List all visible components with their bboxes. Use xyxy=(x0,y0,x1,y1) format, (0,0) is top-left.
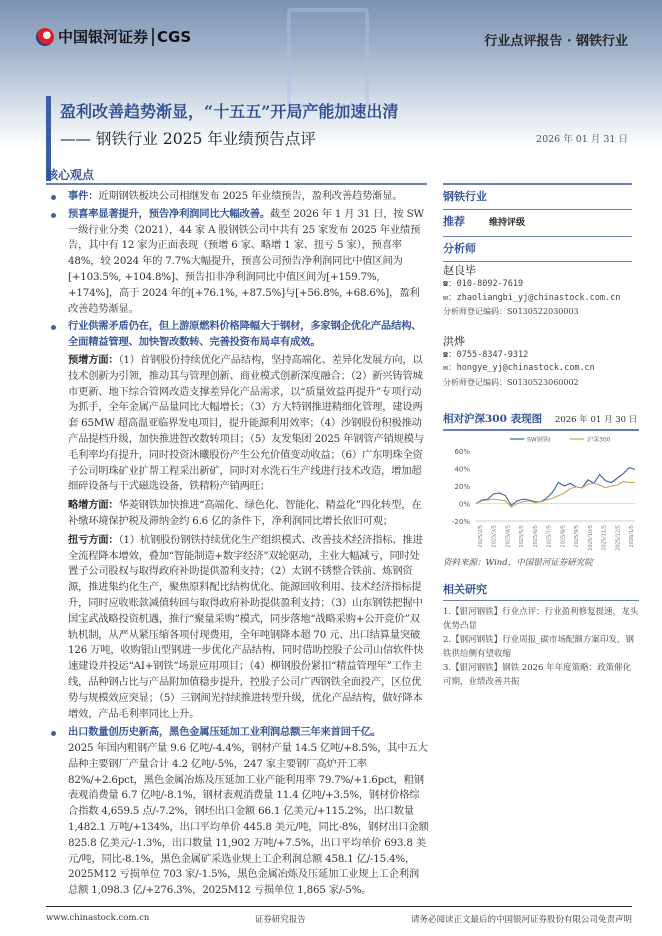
analyst-name: 洪烨 xyxy=(443,334,465,348)
x-tick-label: 2025/3/5 xyxy=(491,524,498,547)
y-tick-label: 0% xyxy=(458,500,470,508)
sub-increase xyxy=(46,353,429,495)
y-tick-label: 20% xyxy=(454,482,470,491)
x-tick-label: 2025/10/5 xyxy=(587,524,594,551)
legend-label: 沪深300 xyxy=(587,436,611,443)
divider xyxy=(46,183,427,185)
sub-text: （1）首钢股份持续优化产品结构，坚持高端化、差异化发展方向，以技术创新为引领，推动其与管理创新、商业模式创新深度融合；（2）新兴铸管城市更新、地下综合管网改造支撑差异化产品需求，以“质量效益再提升”专项行动为抓手，全年金属产品量同比大幅增长；（3）方大特钢推进精细化管理，建设两套 65MW 超高温亚临界发电项目，提升能源利用效率；（4）沙钢股份积极推动产品提档升级，加快推进智改数转项目；（5）友发集团 2025 年钢管产销规模与毛利率均有提升，同时投资沐曦股份产生公允价值变动收益；（6）广东明珠全资子公司明珠矿业扩帮工程采出新矿，同时对水洗石生产线进行技术改造，增加超细碎设备与干式磁选设备，铁精粉产销两旺； xyxy=(68,353,424,493)
bullet-text: 截至 2026 年 1 月 31 日，按 SW 一级行业分类（2021），44 家 A 股钢铁公司中共有 25 家发布 2025 年业绩预告，其中有 12 家为正面表现（预增 6 家、略增 1 家、扭亏 5 家），预喜率 48%，较 2024 年的 7.7%大幅提升，预喜公司预告净利润同比中值区间为[+103.5%, +104.8%]、预告扣非净利润同比中值区间为[+159.7%, +174%]，高于 2024 年的[+76.1%, +87.5%]与[+56.8%, +68.6%]，盈利改善趋势渐显。 xyxy=(68,207,424,315)
analyst-phone: ：0755-8347-9312 xyxy=(448,349,529,360)
chart-date: 2026 年 01 月 30 日 xyxy=(554,415,638,425)
sub-slight-increase xyxy=(46,498,429,530)
y-tick-label: -20% xyxy=(451,517,470,526)
x-tick-label: 2025/6/5 xyxy=(532,524,539,547)
x-tick-label: 2025/5/5 xyxy=(519,524,526,547)
section-heading: 核心观点 xyxy=(46,168,95,182)
performance-chart xyxy=(440,433,640,555)
x-tick-label: 2025/2/5 xyxy=(478,524,484,547)
bullet-forecast xyxy=(46,207,429,318)
sidebar xyxy=(443,183,648,689)
phone-icon: ☎ xyxy=(443,349,449,360)
bullet-label: 预喜率显著提升，预告净利润同比大幅改善。 xyxy=(68,207,270,220)
bullet-supply-demand xyxy=(46,319,429,351)
bullet-text: 近期钢铁板块公司相继发布 2025 年业绩预告，盈利改善趋势渐显。 xyxy=(98,190,403,202)
bullet-label: 事件： xyxy=(68,190,99,202)
divider xyxy=(443,600,639,602)
report-subtitle: —— 钢铁行业 2025 年业绩预告点评 xyxy=(60,130,316,148)
report-date: 2026 年 01 月 31 日 xyxy=(536,134,628,145)
x-tick-label: 2025/9/5 xyxy=(574,524,581,547)
logo-text: 中国银河证券 xyxy=(58,28,149,46)
chart-source: 资料来源：Wind，中国银河证券研究院 xyxy=(443,557,593,568)
sub-turnaround xyxy=(46,533,429,723)
research-item[interactable]: 2.【钢河钢铁】行业周报_碳市场配额方案印发，钢铁供给侧有望收缩 xyxy=(443,635,634,659)
rating-value: 维持评级 xyxy=(489,218,526,228)
analyst-name: 赵良毕 xyxy=(443,264,476,277)
analyst-email[interactable]: ：zhaoliangbi_yj@chinastock.com.cn xyxy=(448,292,621,303)
analyst-reg: 分析师登记编码：S0130523060002 xyxy=(443,377,579,387)
analyst-heading: 分析师 xyxy=(443,242,476,255)
related-research xyxy=(443,581,639,690)
industry-label: 钢铁行业 xyxy=(443,190,487,203)
y-tick-label: 40% xyxy=(454,465,470,473)
sub-text: （1）杭钢股份钢铁持续优化生产组织模式、改善技术经济指标、推进全流程降本增效，叠加“智能制造+数字经济”双轮驱动，主业大幅减亏，同时处置子公司股权与取得政府补助提供盈利支持；（2）太钢不锈整合铁前、炼钢资源，推进集约化生产，聚焦原料配比结构优化、能源回收利用、技术经济指标提升，同时应收账款减值转回与取得政府补助提供盈利支持；（3）山东钢铁把握中国宝武战略投资机遇，推行“聚量采购”模式，同步落地“战略采购+公开竞价”双轨机制，从严从紧压缩各项付现费用，全年吨钢降本超 70 元、出口结算量突破 126 万吨，收购银山型钢进一步优化产品结构，同时借助控股子公司山信软件快速建设并投运“AI+钢铁”场景应用项目；（4）柳钢股份紧扣“精益管理年”工作主线，品种钢占比与产品附加值稳步提升，控股子公司广西钢铁全面投产，区位优势与规模效应突显；（5）三钢闽光持续推进转型升级，优化产品结构，做好降本增效，产品毛利率同比上升。 xyxy=(68,533,424,720)
research-item[interactable]: 1.【银河钢铁】行业点评：行业盈利修复提速，龙头优势凸显 xyxy=(443,607,639,631)
rating-row xyxy=(443,210,648,236)
sub-label: 扭亏方面： xyxy=(68,533,119,546)
x-tick-label: 2025/11/5 xyxy=(601,524,608,551)
sub-label: 预增方面： xyxy=(68,353,119,366)
research-item[interactable]: 3.【银河钢铁】钢铁 2026 年年度策略：政策催化可期，业绩改善共振 xyxy=(443,663,632,687)
x-tick-label: 2025/12/5 xyxy=(615,524,622,551)
footer-disclaimer: 请务必阅读正文最后的中国银河证券股份有限公司免责声明 xyxy=(410,915,632,925)
chart-header xyxy=(443,411,639,431)
x-tick-label: 2025/4/5 xyxy=(505,524,512,547)
research-heading: 相关研究 xyxy=(443,582,487,596)
bullet-event xyxy=(46,189,429,205)
email-icon: ✉ xyxy=(443,363,449,373)
sub-text: 华菱钢铁加快推进“高端化、绿色化、智能化、精益化”四化转型，在补缴环境保护税及滞纳金约 6.6 亿的条件下，净利润同比增长依旧可观； xyxy=(68,499,422,527)
chart-title: 相对沪深300 表现图 xyxy=(443,413,543,425)
bullet-text: 2025 年国内粗钢产量 9.6 亿吨/-4.4%，钢材产量 14.5 亿吨/+8.5%，其中五大品种主要钢厂产量合计 4.2 亿吨/-5%，247 家主要钢厂高炉开工率 82%/+2.6pct，黑色金属冶炼及压延加工业产能利用率 79.7%/+1.6pct，粗钢表观消费量 6.7 亿吨/-8.1%，钢材表观消费量 11.4 亿吨/+3.5%，钢材价格综合指数 4,659.5 点/-7.2%，钢坯出口金额 66.1 亿美元/+115.2%，出口数量 1,482.1 万吨/+134%，出口平均单价 445.8 美元/吨，同比-8%，钢材出口金额 825.8 亿美元/-1.3%，出口数量 11,902 万吨/+7.5%，出口平均单价 693.8 美元/吨，同比-8.1%，黑色金属矿采选业规上工企利润总额 458.1 亿/-15.4%，2025M12 亏损单位 703 家/-1.5%，黑色金属冶炼及压延加工业规上工企利润总额 1,098.3 亿/+276.3%，2025M12 亏损单位 1,865 家/-5%。 xyxy=(68,742,429,897)
phone-icon: ☎ xyxy=(443,279,449,289)
y-tick-label: 60% xyxy=(454,447,470,456)
report-type: 行业点评报告 · 钢铁行业 xyxy=(484,34,628,49)
bullet-label: 出口数量创历史新高，黑色金属压延加工业利润总额三年来首回千亿。 xyxy=(68,726,382,739)
analyst-email[interactable]: ：hongye_yj@chinastock.com.cn xyxy=(448,363,595,373)
cgs-watermark xyxy=(287,8,369,108)
rating-label: 推荐 xyxy=(443,215,465,228)
sub-label: 略增方面： xyxy=(68,499,119,512)
analyst-reg: 分析师登记编码：S0130522030003 xyxy=(443,307,579,316)
x-tick-label: 2025/7/5 xyxy=(546,524,553,547)
footer-center: 证券研究报告 xyxy=(254,915,306,925)
x-tick-label: 2026/1/5 xyxy=(629,524,635,547)
logo-icon xyxy=(36,28,54,46)
email-icon: ✉ xyxy=(443,292,449,303)
legend-label: SW钢铁I xyxy=(527,436,551,443)
bullet-label: 行业供需矛盾仍在，但上游原燃料价格降幅大于钢材，多家钢企优化产品结构、全面精益管理、加快智改数转、完善投资布局卓有成效。 xyxy=(68,320,422,349)
company-logo xyxy=(36,26,191,47)
logo-sub: CGS xyxy=(152,28,191,46)
report-title: 盈利改善趋势渐显，“十五五”开局产能加速出清 xyxy=(60,102,399,121)
divider xyxy=(443,429,639,431)
analyst-phone: ：010-8092-7619 xyxy=(448,279,524,289)
footer xyxy=(46,906,632,925)
bullet-export xyxy=(46,725,429,899)
core-points xyxy=(46,189,429,901)
footer-url[interactable]: www.chinastock.com.cn xyxy=(46,913,150,923)
analyst-1 xyxy=(443,262,648,319)
analyst-2 xyxy=(443,333,648,390)
x-tick-label: 2025/8/5 xyxy=(560,524,567,547)
